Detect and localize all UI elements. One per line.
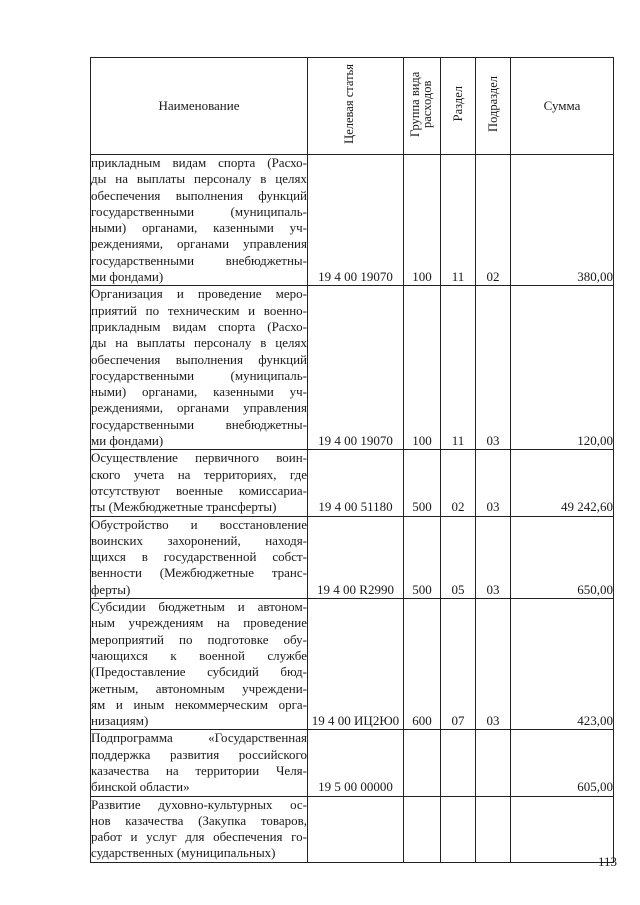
row-subsection: 03 [476, 286, 511, 450]
row-name-line: ям и иным некоммерческим орга- [91, 696, 307, 712]
row-target: 19 4 00 19070 [308, 286, 404, 450]
row-sum: 650,00 [511, 516, 614, 598]
row-name-line: низациям) [91, 713, 149, 729]
row-name-line: Развитие духовно-культурных ос- [91, 796, 307, 812]
header-target-label: Целевая статья [341, 64, 356, 144]
row-name [91, 796, 308, 862]
table-row [91, 155, 614, 286]
row-name [91, 286, 308, 450]
row-name-line: жетным, автономным учреждени- [91, 680, 307, 696]
row-name-line: казачества на территории Челя- [91, 762, 307, 778]
table-row [91, 516, 614, 598]
table-row [91, 286, 614, 450]
row-name-line: государственными внебюджетны- [91, 416, 307, 432]
row-target: 19 4 00 19070 [308, 155, 404, 286]
row-name-line: ми фондами) [91, 269, 164, 285]
row-name-line: Обустройство и восстановление [91, 516, 307, 532]
row-name-line: ными) органами, казенными уч- [91, 384, 307, 400]
row-name-line: государственными (муниципаль- [91, 203, 307, 219]
row-target: 19 5 00 00000 [308, 730, 404, 796]
row-group: 100 [404, 286, 441, 450]
row-name [91, 450, 308, 516]
row-section: 05 [441, 516, 476, 598]
row-sum: 120,00 [511, 286, 614, 450]
row-target [308, 796, 404, 862]
row-name-line: реждениями, органами управления [91, 236, 307, 252]
table-row [91, 599, 614, 730]
row-name-line: воинских захоронений, находя- [91, 532, 307, 548]
row-name-line: бинской области» [91, 779, 190, 795]
row-sum: 423,00 [511, 599, 614, 730]
row-name-line: работ и услуг для обеспечения го- [91, 829, 307, 845]
row-name [91, 516, 308, 598]
row-name-line: отсутствуют военные комиссариа- [91, 482, 307, 498]
header-name: Наименование [91, 58, 308, 155]
row-name [91, 730, 308, 796]
row-name-line: государственными внебюджетны- [91, 252, 307, 268]
row-name-line: щихся в государственной собст- [91, 549, 307, 565]
header-group [404, 58, 441, 155]
row-target: 19 4 00 R2990 [308, 516, 404, 598]
row-group: 500 [404, 516, 441, 598]
row-group: 600 [404, 599, 441, 730]
row-subsection: 02 [476, 155, 511, 286]
row-subsection: 03 [476, 599, 511, 730]
row-subsection [476, 730, 511, 796]
row-name-line: чающихся к военной службе [91, 647, 307, 663]
row-name-line: мероприятий по подготовке обу- [91, 631, 307, 647]
row-group [404, 730, 441, 796]
row-name-line: ферты) [91, 581, 131, 597]
row-name-line: государственными (муниципаль- [91, 367, 307, 383]
page-number: 113 [598, 854, 618, 869]
row-target: 19 4 00 ИЦ2Ю0 [308, 599, 404, 730]
row-name-line: ского учета на территориях, где [91, 466, 307, 482]
row-sum: 49 242,60 [511, 450, 614, 516]
header-target [308, 58, 404, 155]
row-name-line: реждениями, органами управления [91, 400, 307, 416]
row-name-line: ми фондами) [91, 433, 164, 449]
table-row [91, 730, 614, 796]
row-name-line: ным учреждениям на проведение [91, 615, 307, 631]
row-name-line: сударственных (муниципальных) [91, 845, 276, 861]
row-name-line: прикладным видам спорта (Расхо- [91, 155, 307, 170]
header-sum: Сумма [511, 58, 614, 155]
table-header-row [91, 58, 614, 155]
row-name-line: (Предоставление субсидий бюд- [91, 664, 307, 680]
row-name-line: Подпрограмма «Государственная [91, 730, 307, 746]
row-subsection: 03 [476, 516, 511, 598]
row-subsection [476, 796, 511, 862]
header-subsection-label: Подраздел [486, 76, 500, 132]
row-group [404, 796, 441, 862]
row-section [441, 796, 476, 862]
row-name-line: обеспечения выполнения функций [91, 351, 307, 367]
row-name-line: ды на выплаты персоналу в целях [91, 335, 307, 351]
row-sum: 605,00 [511, 730, 614, 796]
budget-table [90, 57, 614, 863]
row-name-line: Осуществление первичного воин- [91, 450, 307, 466]
row-name-line: обеспечения выполнения функций [91, 187, 307, 203]
row-name-line: Субсидии бюджетным и автоном- [91, 599, 307, 615]
table-row [91, 450, 614, 516]
table-row [91, 796, 614, 862]
row-section: 02 [441, 450, 476, 516]
row-sum: 380,00 [511, 155, 614, 286]
row-name-line: прикладным видам спорта (Расхо- [91, 318, 307, 334]
row-sum [511, 796, 614, 862]
row-name [91, 155, 308, 286]
header-section [441, 58, 476, 155]
row-target: 19 4 00 51180 [308, 450, 404, 516]
row-name-line: венности (Межбюджетные транс- [91, 565, 307, 581]
row-section [441, 730, 476, 796]
row-section: 11 [441, 155, 476, 286]
row-section: 11 [441, 286, 476, 450]
row-group: 100 [404, 155, 441, 286]
header-section-label: Раздел [451, 86, 465, 122]
row-name-line: ды на выплаты персоналу в целях [91, 171, 307, 187]
row-name-line: поддержка развития российского [91, 746, 307, 762]
row-name [91, 599, 308, 730]
row-name-line: ты (Межбюджетные трансферты) [91, 499, 277, 515]
row-name-line: ными) органами, казенными уч- [91, 220, 307, 236]
row-group: 500 [404, 450, 441, 516]
row-subsection: 03 [476, 450, 511, 516]
row-section: 07 [441, 599, 476, 730]
header-subsection [476, 58, 511, 155]
row-name-line: приятий по техническим и военно- [91, 302, 307, 318]
row-name-line: нов казачества (Закупка товаров, [91, 812, 307, 828]
header-group-label: Группа вида расходов [408, 71, 434, 137]
row-name-line: Организация и проведение меро- [91, 286, 307, 302]
